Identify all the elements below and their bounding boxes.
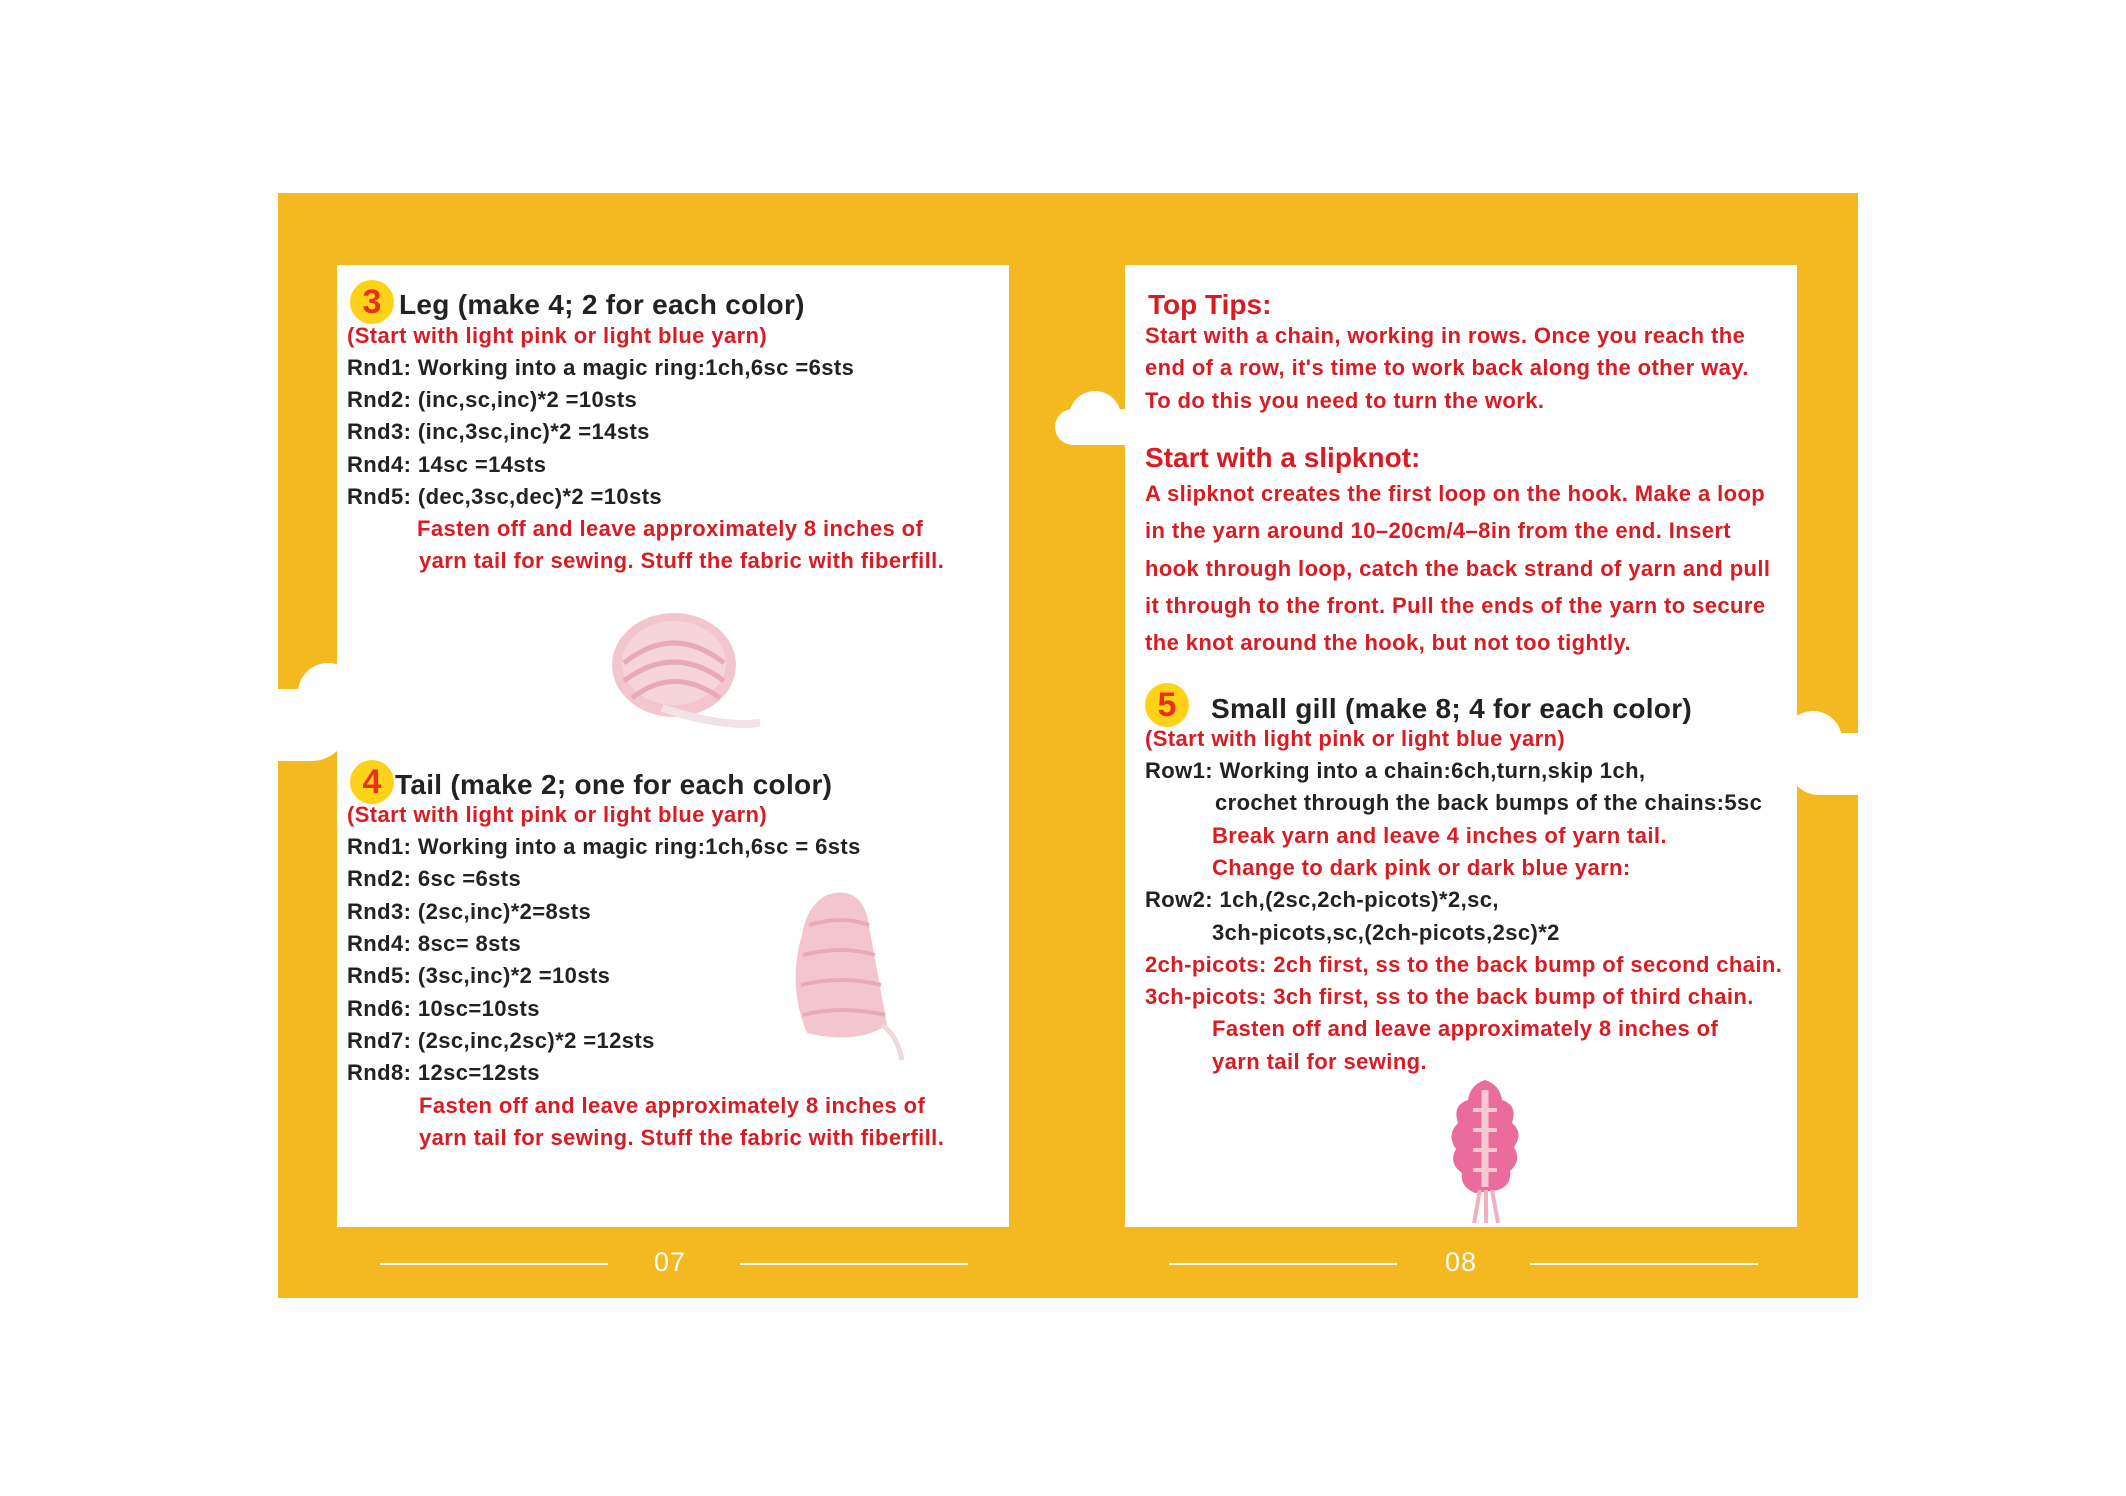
left-page — [337, 265, 1009, 1227]
cloud-right-icon — [1788, 733, 1858, 795]
leg-start-note: (Start with light pink or light blue yarn) — [347, 323, 768, 348]
crochet-tail-photo — [787, 885, 927, 1065]
leg-round-4: Rnd4: 14sc =14sts — [347, 452, 547, 477]
tail-start-note: (Start with light pink or light blue yarn) — [347, 802, 768, 827]
gill-picot-note-2: 3ch-picots: 3ch first, ss to the back bump of third chain. — [1145, 984, 1754, 1009]
slipknot-line-5: the knot around the hook, but not too tightly. — [1145, 630, 1632, 655]
tail-heading: Tail (make 2; one for each color) — [395, 769, 833, 800]
page-number-07: 07 — [654, 1247, 687, 1277]
tail-round-8: Rnd8: 12sc=12sts — [347, 1060, 540, 1085]
tail-round-3: Rnd3: (2sc,inc)*2=8sts — [347, 899, 592, 924]
gill-row1-line-1: Row1: Working into a chain:6ch,turn,skip 1ch, — [1145, 758, 1646, 783]
tail-round-7: Rnd7: (2sc,inc,2sc)*2 =12sts — [347, 1028, 655, 1053]
gill-row1-line-2: crochet through the back bumps of the chains:5sc — [1215, 790, 1763, 815]
gill-picot-note-1: 2ch-picots: 2ch first, ss to the back bump of second chain. — [1145, 952, 1783, 977]
crochet-leg-photo — [602, 603, 772, 733]
tail-finish-1: Fasten off and leave approximately 8 inches of — [419, 1093, 926, 1118]
leg-finish-1: Fasten off and leave approximately 8 inches of — [417, 516, 924, 541]
slipknot-title: Start with a slipknot: — [1145, 442, 1421, 473]
step-3-badge: 3 — [350, 280, 394, 324]
right-page — [1125, 265, 1797, 1227]
top-tips-line-1: Start with a chain, working in rows. Once you reach the — [1145, 323, 1746, 348]
gill-row2-line-2: 3ch-picots,sc,(2ch-picots,2sc)*2 — [1212, 920, 1560, 945]
slipknot-line-1: A slipknot creates the first loop on the hook. Make a loop — [1145, 481, 1766, 506]
footer-line-left-2 — [740, 1263, 968, 1265]
tail-round-6: Rnd6: 10sc=10sts — [347, 996, 540, 1021]
leg-round-1: Rnd1: Working into a magic ring:1ch,6sc =6sts — [347, 355, 855, 380]
tail-round-2: Rnd2: 6sc =6sts — [347, 866, 522, 891]
leg-round-2: Rnd2: (inc,sc,inc)*2 =10sts — [347, 387, 638, 412]
page-number-08: 08 — [1445, 1247, 1478, 1277]
gill-start-note: (Start with light pink or light blue yarn) — [1145, 726, 1566, 751]
gill-row2-line-1: Row2: 1ch,(2sc,2ch-picots)*2,sc, — [1145, 887, 1499, 912]
gill-row1-note-2: Change to dark pink or dark blue yarn: — [1212, 855, 1631, 880]
gill-row1-note-1: Break yarn and leave 4 inches of yarn tail. — [1212, 823, 1667, 848]
crochet-gill-photo — [1440, 1075, 1530, 1225]
leg-finish-2: yarn tail for sewing. Stuff the fabric with fiberfill. — [419, 548, 945, 573]
top-tips-line-2: end of a row, it's time to work back along the other way. — [1145, 355, 1749, 380]
gill-heading: Small gill (make 8; 4 for each color) — [1211, 693, 1693, 724]
booklet-spread — [278, 193, 1858, 1298]
tail-round-5: Rnd5: (3sc,inc)*2 =10sts — [347, 963, 611, 988]
slipknot-line-3: hook through loop, catch the back strand of yarn and pull — [1145, 556, 1771, 581]
tail-finish-2: yarn tail for sewing. Stuff the fabric with fiberfill. — [419, 1125, 945, 1150]
gill-finish-2: yarn tail for sewing. — [1212, 1049, 1428, 1074]
gill-finish-1: Fasten off and leave approximately 8 inches of — [1212, 1016, 1719, 1041]
top-tips-line-3: To do this you need to turn the work. — [1145, 388, 1545, 413]
leg-heading: Leg (make 4; 2 for each color) — [399, 289, 805, 320]
tail-round-4: Rnd4: 8sc= 8sts — [347, 931, 522, 956]
step-5-badge: 5 — [1145, 683, 1189, 727]
footer-line-right-2 — [1530, 1263, 1758, 1265]
leg-round-3: Rnd3: (inc,3sc,inc)*2 =14sts — [347, 419, 650, 444]
slipknot-line-4: it through to the front. Pull the ends of the yarn to secure — [1145, 593, 1766, 618]
top-tips-title: Top Tips: — [1148, 289, 1272, 320]
tail-round-1: Rnd1: Working into a magic ring:1ch,6sc = 6sts — [347, 834, 861, 859]
footer-line-right-1 — [1169, 1263, 1397, 1265]
footer-line-left-1 — [380, 1263, 608, 1265]
step-4-badge: 4 — [350, 760, 394, 804]
leg-round-5: Rnd5: (dec,3sc,dec)*2 =10sts — [347, 484, 663, 509]
slipknot-line-2: in the yarn around 10–20cm/4–8in from the end. Insert — [1145, 518, 1732, 543]
